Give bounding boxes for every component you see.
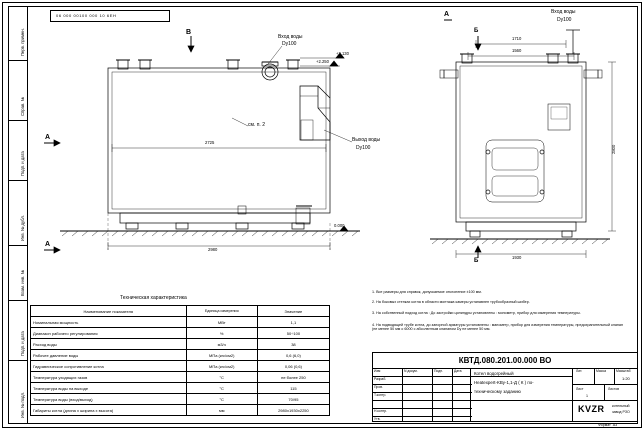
label-inlet-water-left: Вход воды [278,34,303,40]
spec-unit-8: мм [186,405,257,416]
title-block-r-stage [572,384,638,385]
dim-side-bottom: 1930 [512,255,522,260]
label-inlet-water-left-dn: Dy100 [282,41,297,47]
dim-front-outer-width: 2980 [208,247,218,252]
section-letter-b-side-bottom: Б [474,258,479,264]
spec-unit-0: МВт [186,317,257,328]
title-block-v5 [572,368,573,422]
company-line-2: завод РЗО [612,410,630,414]
title-block-v-stage1 [594,368,595,384]
title-sheet-label: Лист [576,387,584,391]
dim-side-top: 1710 [512,36,522,41]
spec-name-4: Гидравлическое сопротивление котла [31,361,187,372]
tech-spec-title: Техническая характеристика [120,295,187,301]
spec-value-2: 38 [257,339,329,350]
table-row [31,361,330,372]
spec-name-0: Номинальная мощность [31,317,187,328]
spec-unit-3: МПа (кгс/см2) [186,350,257,361]
dim-side-mid: 1560 [512,48,522,53]
spec-name-3: Рабочее давление воды [31,350,187,361]
title-col-izm: Изм [374,369,381,373]
spec-value-3: 0,6 (6,0) [257,350,329,361]
spec-unit-4: МПа (кгс/см2) [186,361,257,372]
stamp-label-perv-primen: Перв. примен. [20,28,25,56]
top-stamp-text: 06 000 00100 000 10 6EH [56,13,117,18]
title-block-v-sheet [604,384,605,400]
title-block-r1 [372,376,572,377]
title-stage-lit: Лит. [576,369,583,373]
table-row [31,394,330,405]
label-outlet-water-dn: Dy100 [356,145,371,151]
title-row-utv: Утв. [374,417,381,421]
spec-value-4: 0,06 (0,6) [257,361,329,372]
drawing-designation: КВТД.080.201.00.000 ВО [458,356,552,365]
stamp-label-podp-data-2: Подп. и дата [20,331,25,356]
spec-unit-6: °С [186,383,257,394]
section-letter-a-side: А [444,11,450,18]
dim-elev-top-1: +2.250 [316,59,329,64]
title-stage-massa: Масса [596,369,607,373]
title-block-r2 [372,384,472,385]
spec-name-5: Температура уходящих газов [31,372,187,383]
title-block-r4 [372,400,472,401]
title-row-razrab: Разраб. [374,377,387,381]
dim-elev-top-2: +2.130 [336,51,349,56]
dim-side-height: 2800 [611,144,616,154]
label-see-note-2: см. п. 2 [248,122,265,128]
table-row [31,372,330,383]
title-block-r-name [470,400,638,401]
stamp-label-vzam-inv: Взам. инв. № [20,270,25,296]
dim-elev-zero: 0.000 [334,223,345,228]
note-item-1: 1. Все размеры для справок, допускаемое отклонение ±100 мм. [372,290,482,294]
tech-spec-table [30,305,330,416]
spec-unit-2: м3/ч [186,339,257,350]
note-item-2: 2. На боковых стенках котла в области монтажа камеры устанавлен трубообразный шибер. [372,300,530,305]
company-line-1: котельный [612,404,630,408]
section-letter-b-front: В [186,29,192,36]
spec-value-5: не более 250 [257,372,329,383]
title-col-data: Дата [454,369,462,373]
stamp-label-inv-dubl: Инв. № дубл. [20,215,25,241]
table-row [31,339,330,350]
product-name-line-2: Heatexpert-KBу-1,1-Д ( К ) по- [474,380,534,385]
spec-name-7: Температура воды (вход/выход) [31,394,187,405]
spec-value-0: 1,1 [257,317,329,328]
section-letter-a-left-top: А [45,134,51,141]
stamp-label-inv-podl: Инв. № подл. [20,391,25,418]
spec-name-8: Габариты котла (длина х ширина х высота) [31,405,187,416]
table-row [31,328,330,339]
title-row-tkontr: Т.контр. [374,393,387,397]
title-row-nkontr: Н.контр. [374,409,388,413]
section-letter-b-side-top: Б [474,28,479,34]
title-sheets-label: Листов [608,387,620,391]
note-item-3: 3. На собственный подход котла : До застройки цилиндры установлены : монометр, прибор для измерения температуры. [372,310,581,315]
title-scale-value: 1:20 [622,376,630,381]
company-brand: KVZR [578,404,605,414]
table-row [31,317,330,328]
stamp-label-sprav: Справ. № [20,95,25,116]
spec-unit-1: % [186,328,257,339]
spec-unit-7: °С [186,394,257,405]
stamp-label-podp-data-1: Подп. и дата [20,151,25,176]
tech-spec-header-row [31,306,330,317]
title-block-r3 [372,392,472,393]
product-name-line-1: Котел водогрейный [474,371,514,376]
format-label: Формат А3 [598,423,618,427]
title-col-podp: Подп. [434,369,444,373]
title-stage-masshtab: Масштаб [616,369,631,373]
spec-value-6: 115 [257,383,329,394]
title-block-r6 [372,416,472,417]
spec-value-7: 70/95 [257,394,329,405]
label-inlet-water-right: Вход воды [551,9,576,15]
product-name-line-3: техническому заданию [474,389,521,394]
tech-spec-header-value: Значение [257,306,329,317]
spec-unit-5: °С [186,372,257,383]
dim-front-inner-width: 2725 [205,140,215,145]
title-block-r5 [372,408,472,409]
spec-name-2: Расход воды [31,339,187,350]
title-block-v-stage2 [614,368,615,384]
spec-value-1: 50÷100 [257,328,329,339]
note-item-4: 4. На подводящей трубе котла, до запорной арматуры установлены : манометр, прибор для измерения температуры, предохранительный клапан (не менее 50 мм о 6000 с абсолютным клапаном Dу не менее 50 мм. [372,322,624,331]
title-sheet-value: 1 [586,394,588,398]
table-row [31,350,330,361]
notes-block [372,290,630,331]
spec-value-8: 2980х1930х2250 [257,405,329,416]
label-outlet-water: Выход воды [352,137,381,143]
label-inlet-water-right-dn: Dy100 [557,17,572,23]
table-row [31,405,330,416]
spec-name-1: Диапазон рабочего регулирования [31,328,187,339]
table-row [31,383,330,394]
spec-name-6: Температура воды на выходе [31,383,187,394]
title-col-docnum: N докум. [404,369,418,373]
title-row-prov: Пров. [374,385,383,389]
tech-spec-header-name: Наименование показателя [31,306,187,317]
tech-spec-header-unit: Единица измерения [186,306,257,317]
section-letter-a-left-bottom: А [45,241,51,248]
